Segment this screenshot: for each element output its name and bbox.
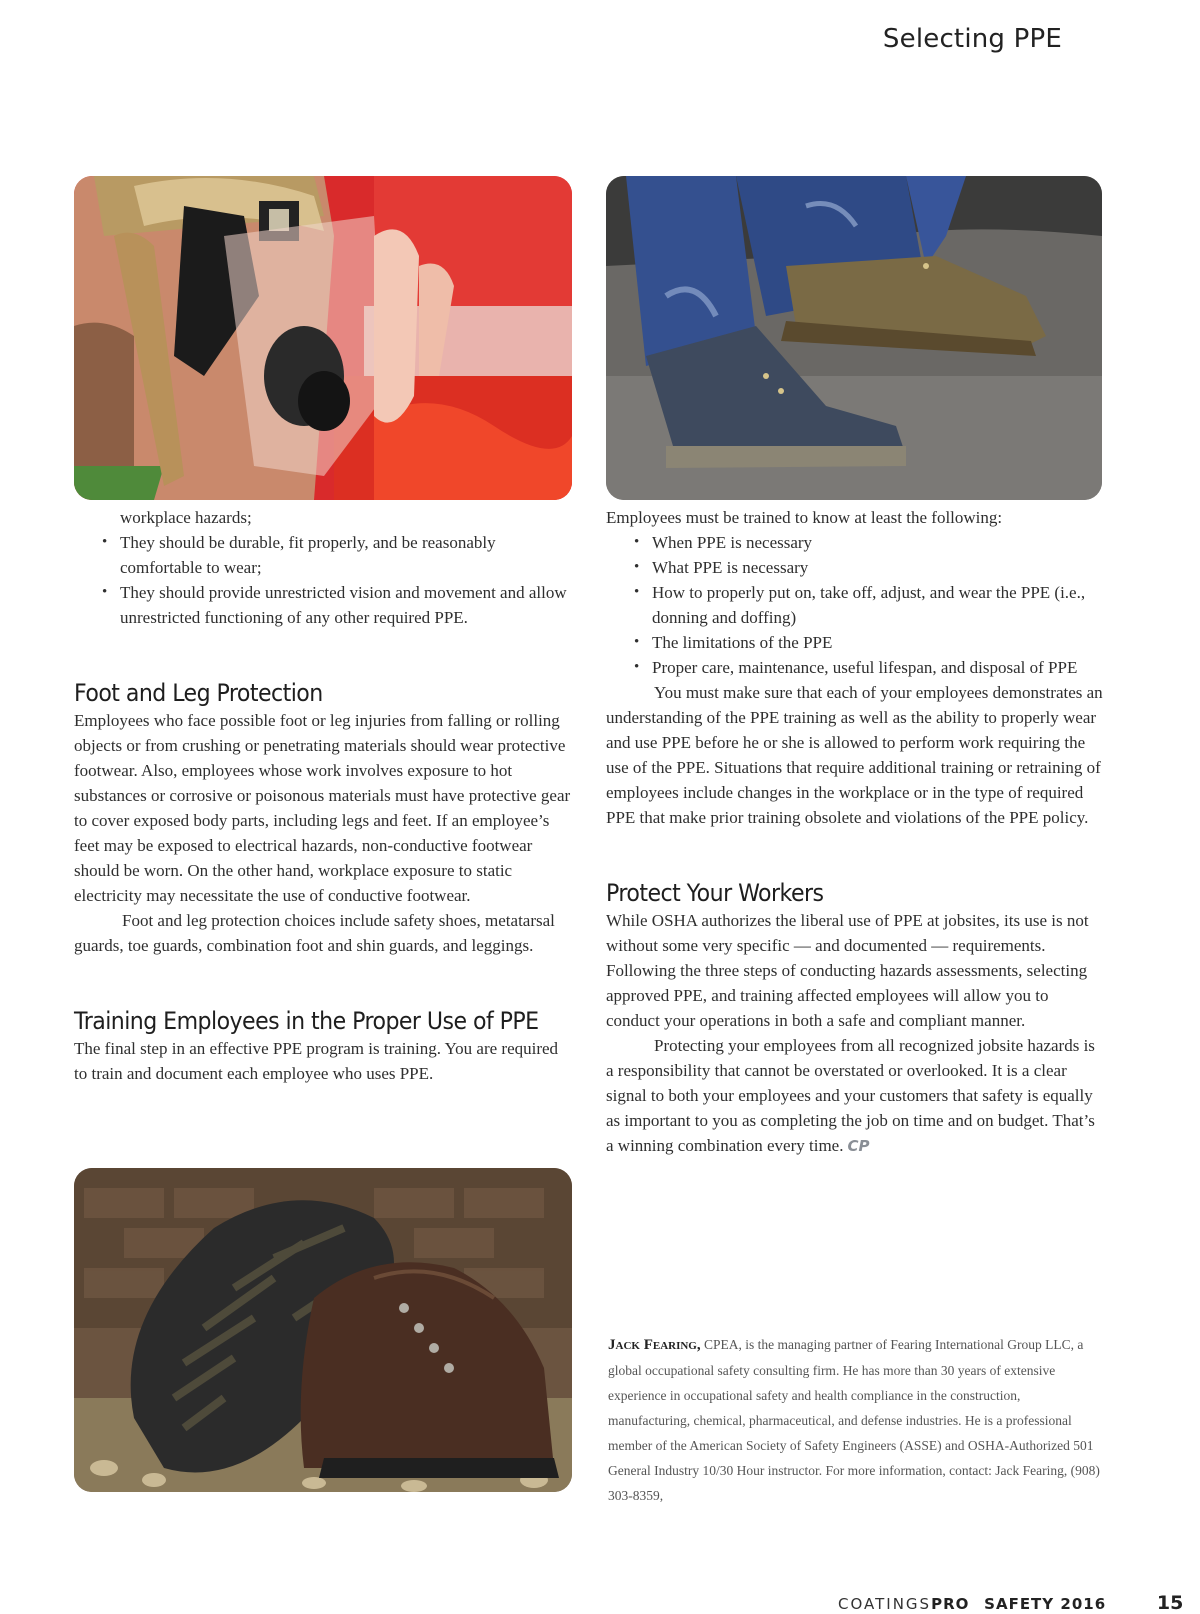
magazine-name-light: COATINGS xyxy=(838,1595,932,1613)
requirements-list xyxy=(74,530,574,630)
protect-heading: Protect Your Workers xyxy=(606,879,824,907)
list-item: • They should be durable, fit properly, and be reasonably comfortable to wear; xyxy=(74,530,574,580)
list-item: • Proper care, maintenance, useful lifespan, and disposal of PPE xyxy=(606,655,1106,680)
protect-paragraph-2-text: Protecting your employees from all recognized jobsite hazards is a responsibility that cannot be overstated or overlooked. It is a clear signal to both your employees and your customers that safety is equally as important to you as completing the job on time and on budget. That’s a winning combination every time. xyxy=(606,1036,1095,1155)
issue-label: SAFETY 2016 xyxy=(984,1595,1107,1613)
right-column xyxy=(606,505,1106,1159)
protect-paragraph-1: While OSHA authorizes the liberal use of PPE at jobsites, its use is not without some very specific — and documented — requirements. Following the three steps of conducting hazards assessments, selecting approved PPE, and training affected employees will allow you to conduct your operations in both a safe and compliant manner. xyxy=(606,911,1089,1030)
list-item: • They should provide unrestricted vision and movement and allow unrestricted functioning of any other required PPE. xyxy=(74,580,574,630)
boot-tread-photo xyxy=(74,1168,572,1492)
section-title: Selecting PPE xyxy=(882,24,1062,54)
foot-paragraph-2: Foot and leg protection choices include safety shoes, metatarsal guards, toe guards, combination foot and shin guards, and leggings. xyxy=(74,911,555,955)
list-item: • What PPE is necessary xyxy=(606,555,1106,580)
author-bio xyxy=(608,1332,1100,1508)
training-paragraph-2: You must make sure that each of your employees demonstrates an understanding of the PPE training as well as the ability to properly wear and use PPE before he or she is allowed to perform work requiring the use of the PPE. Situations that require additional training or retraining of employees include changes in the workplace or in the type of required PPE that make prior training obsolete and violations of the PPE policy. xyxy=(606,683,1103,827)
author-bio-text: CPEA, is the managing partner of Fearing International Group LLC, a global occupational safety consulting firm. He has more than 30 years of extensive experience in occupational safety and health compliance in the construction, manufacturing, chemical, pharmaceutical, and defense industries. He is a professional member of the American Society of Safety Engineers (ASSE) and OSHA-Authorized 501 General Industry 10/30 Hour instructor. For more information, contact: Jack Fearing, (908) 303-8359, xyxy=(608,1337,1100,1503)
end-mark: CP xyxy=(847,1137,870,1155)
magazine-name-bold: PRO xyxy=(931,1595,970,1613)
author-name: Jack Fearing, xyxy=(608,1337,701,1353)
respirator-photo xyxy=(74,176,572,500)
protect-paragraph-2 xyxy=(606,1033,1106,1159)
list-item: • How to properly put on, take off, adjust, and wear the PPE (i.e., donning and doffing) xyxy=(606,580,1106,630)
list-item: • The limitations of the PPE xyxy=(606,630,1106,655)
foot-leg-heading: Foot and Leg Protection xyxy=(74,679,323,707)
list-item: • When PPE is necessary xyxy=(606,530,1106,555)
page-number: 15 xyxy=(1156,1592,1184,1614)
work-boots-photo xyxy=(606,176,1102,500)
training-paragraph: The final step in an effective PPE program is training. You are required to train and document each employee who uses PPE. xyxy=(74,1039,559,1083)
training-intro: Employees must be trained to know at least the following: xyxy=(606,508,1003,527)
page-footer xyxy=(838,1592,1183,1614)
foot-paragraph-1: Employees who face possible foot or leg injuries from falling or rolling objects or from crushing or penetrating materials should wear protective footwear. Also, employees whose work involves exposure to hot substances or corrosive or poisonous materials must have protective gear to cover exposed body parts, including legs and feet. If an employee’s feet may be exposed to electrical hazards, non-conductive footwear should be worn. On the other hand, workplace exposure to static electricity may necessitate the use of conductive footwear. xyxy=(74,711,571,905)
training-heading: Training Employees in the Proper Use of PPE xyxy=(74,1007,539,1035)
continued-text: workplace hazards; xyxy=(120,508,252,527)
training-list xyxy=(606,530,1106,680)
left-column xyxy=(74,505,574,1086)
